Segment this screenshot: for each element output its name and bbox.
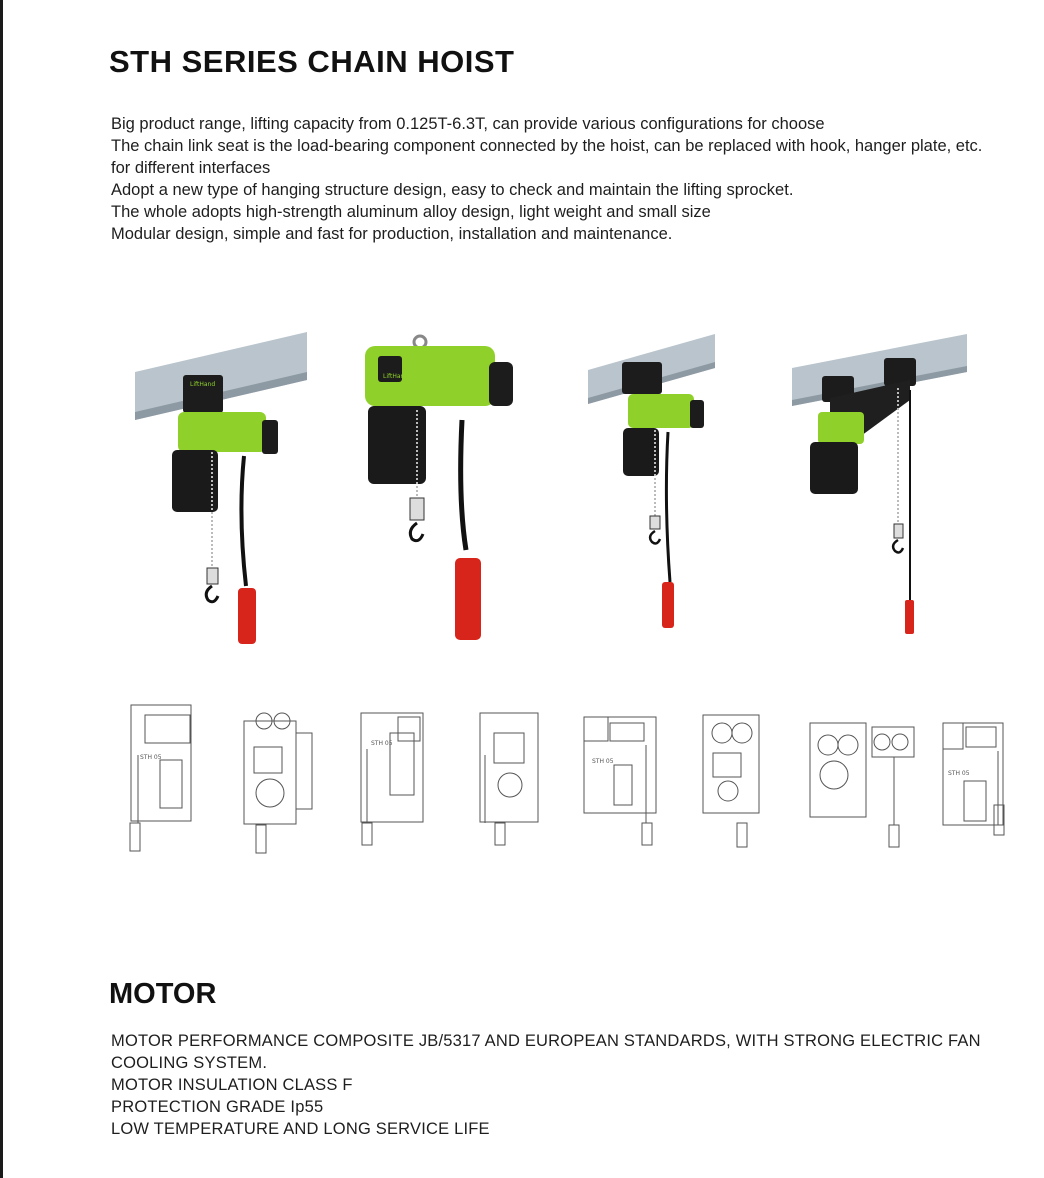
intro-line: Adopt a new type of hanging structure design, easy to check and maintain the lifting sprocket. [111, 181, 794, 199]
model-label: STH 05 [140, 754, 162, 761]
drawing-3 [361, 713, 423, 845]
drawing-2 [244, 713, 312, 853]
hoist-photo-4 [792, 334, 967, 634]
intro-feature-list [111, 113, 991, 245]
hoist-photo-2 [365, 336, 513, 640]
motor-feature-list [111, 1030, 1011, 1140]
model-label: STH 05 [592, 758, 614, 765]
intro-line: Big product range, lifting capacity from 0.125T-6.3T, can provide various configurations for choose [111, 115, 825, 133]
model-label: STH 05 [948, 770, 970, 777]
page-title: STH SERIES CHAIN HOIST [109, 44, 515, 79]
hoist-photo-3 [588, 334, 715, 628]
model-label: STH 05 [371, 740, 393, 747]
brand-label: LiftHand [190, 381, 216, 388]
intro-line: The chain link seat is the load-bearing component connected by the hoist, can be replaced with hook, hanger plate, etc. for different interfaces [111, 137, 983, 177]
intro-line: Modular design, simple and fast for production, installation and maintenance. [111, 225, 673, 243]
drawing-7 [810, 723, 914, 847]
product-photos [0, 320, 1044, 665]
drawing-4 [480, 713, 538, 845]
brand-label: LiftHand [383, 373, 409, 380]
intro-line: The whole adopts high-strength aluminum alloy design, light weight and small size [111, 203, 711, 221]
motor-line: PROTECTION GRADE Ip55 [111, 1098, 324, 1116]
drawing-1 [130, 705, 191, 851]
motor-line: MOTOR INSULATION CLASS F [111, 1076, 353, 1094]
drawing-6 [703, 715, 759, 847]
technical-drawings [0, 695, 1044, 865]
motor-section-title: MOTOR [109, 978, 217, 1010]
hoist-photo-1 [135, 332, 307, 644]
drawing-8 [943, 723, 1004, 835]
drawing-5 [584, 717, 656, 845]
motor-line: LOW TEMPERATURE AND LONG SERVICE LIFE [111, 1120, 490, 1138]
motor-line: MOTOR PERFORMANCE COMPOSITE JB/5317 AND EUROPEAN STANDARDS, WITH STRONG ELECTRIC FAN COOLING SYSTEM. [111, 1032, 981, 1072]
